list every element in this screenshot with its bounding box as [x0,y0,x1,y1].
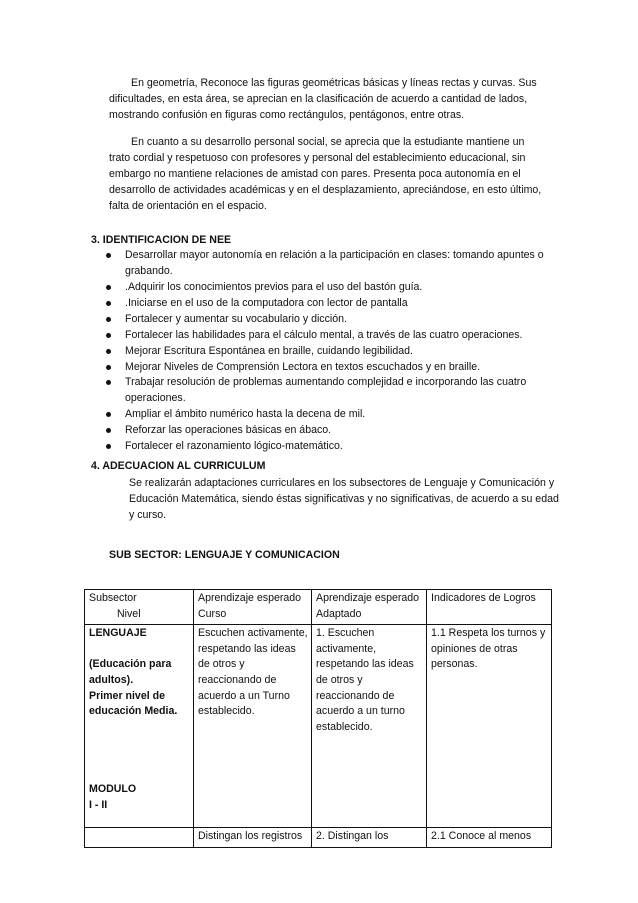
personal-paragraph-rest: trato cordial y respetuoso con profesores y personal del establecimiento educacional, sin embargo no mantiene relaciones de amistad con pares. Presenta poca autonomía en el desarrollo de actividades académicas y en el desplazamiento, apreciándose, en esto último, falta de orientación en el espacio. [109,152,542,212]
list-item: Mejorar Niveles de Comprensión Lectora en textos escuchados y en braille. [91,360,561,376]
subsector-cell [85,828,194,848]
bullet-icon [106,301,111,306]
subsector-title: SUB SECTOR: LENGUAJE Y COMUNICACION [109,549,340,561]
bullet-icon [106,365,111,370]
section-4-heading: 4. ADECUACION AL CURRICULUM [91,460,266,472]
list-item: Mejorar Escritura Espontánea en braille, cuidando legibilidad. [91,344,561,360]
curso-cell: Distingan los registros [194,828,312,848]
bullet-icon [106,428,111,433]
curso-cell: Escuchen activamente, respetando las ideas de otros y reaccionando de acuerdo a un Turno establecido. [194,625,312,828]
list-item: Trabajar resolución de problemas aumentando complejidad e incorporando las cuatro operaciones. [91,375,561,406]
list-item: .Adquirir los conocimientos previos para el uso del bastón guía. [91,280,561,296]
table-row [85,828,552,848]
personal-social-paragraph [109,134,549,214]
adaptado-cell: 1. Escuchen activamente, respetando las ideas de otros y reaccionando de acuerdo a un turno establecido. [312,625,427,828]
bullet-icon [106,349,111,354]
nee-list [91,248,561,455]
list-item: Fortalecer y aumentar su vocabulario y dicción. [91,312,561,328]
bullet-icon [106,444,111,449]
section-4-text: Se realizarán adaptaciones curriculares en los subsectores de Lenguaje y Comunicación y Educación Matemática, siendo éstas significativas y no significativas, de acuerdo a su edad y curso. [129,477,559,521]
adaptado-cell: 2. Distingan los [312,828,427,848]
bullet-icon [106,333,111,338]
curriculum-table [84,589,552,848]
geometry-paragraph-first-line: En geometría, Reconoce las figuras geométricas básicas y líneas rectas y curvas. Sus [131,77,537,89]
indicador-cell: 1.1 Respeta los turnos y opiniones de otras personas. [427,625,552,828]
bullet-icon [106,412,111,417]
list-item: Ampliar el ámbito numérico hasta la decena de mil. [91,407,561,423]
table-row [85,625,552,828]
header-subsector-nivel: Subsector Nivel [85,590,194,625]
indicador-cell: 2.1 Conoce al menos [427,828,552,848]
list-item: Fortalecer el razonamiento lógico-matemático. [91,439,561,455]
bullet-icon [106,380,111,385]
personal-paragraph-first-line: En cuanto a su desarrollo personal social, se aprecia que la estudiante mantiene un [131,136,525,148]
list-item: Reforzar las operaciones básicas en ábaco. [91,423,561,439]
geometry-paragraph-rest: dificultades, en esta área, se aprecian en la clasificación de acuerdo a cantidad de lados, mostrando confusión en figuras como rectángulos, pentágonos, entre otras. [109,93,528,121]
header-indicadores: Indicadores de Logros [427,590,552,625]
bullet-icon [106,317,111,322]
list-item: .Iniciarse en el uso de la computadora con lector de pantalla [91,296,561,312]
list-item: Fortalecer las habilidades para el cálculo mental, a través de las cuatro operaciones. [91,328,561,344]
table-header-row [85,590,552,625]
subsector-cell: LENGUAJE (Educación para adultos). Primer nivel de educación Media. MODULO I - II [85,625,194,828]
geometry-paragraph [109,75,549,123]
header-aprendizaje-curso: Aprendizaje esperado Curso [194,590,312,625]
list-item: Desarrollar mayor autonomía en relación a la participación en clases: tomando apuntes o grabando. [91,248,561,279]
section-3-heading: 3. IDENTIFICACION DE NEE [91,234,232,246]
bullet-icon [106,285,111,290]
header-aprendizaje-adaptado: Aprendizaje esperado Adaptado [312,590,427,625]
bullet-icon [106,253,111,258]
